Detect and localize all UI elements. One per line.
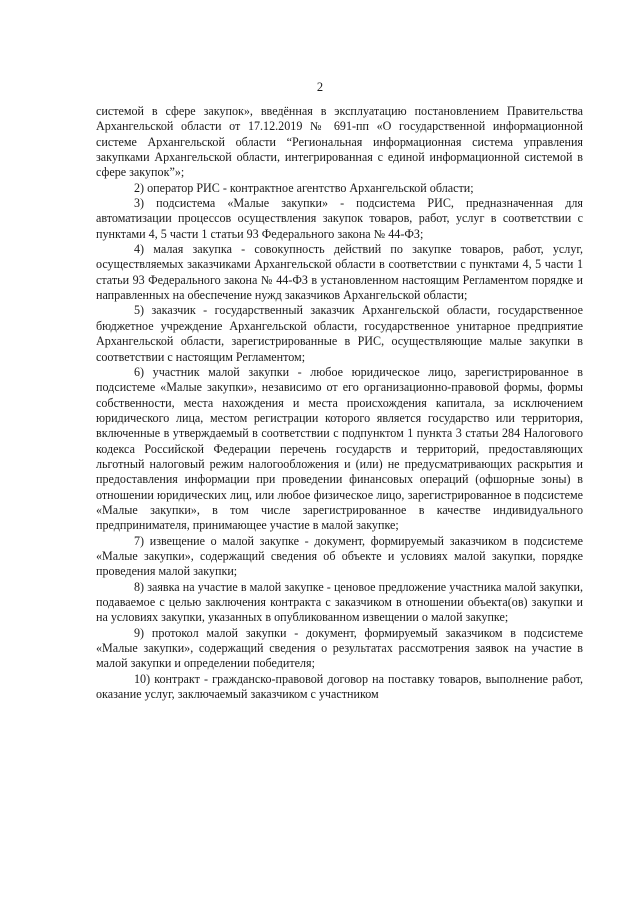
paragraph-item-3: 3) подсистема «Малые закупки» - подсистема РИС, предназначенная для автоматизации процессов осуществления закупок товаров, работ, услуг в соответствии с пунктами 4, 5 части 1 статьи 93 Федерального закона № 44-ФЗ; (96, 196, 583, 241)
paragraph-item-9: 9) протокол малой закупки - документ, формируемый заказчиком в подсистеме «Малые закупки», содержащий сведения о результатах рассмотрения заявок на участие в малой закупки и определении победителя; (96, 625, 583, 671)
paragraph-continuation: системой в сфере закупок», введённая в эксплуатацию постановлением Правительства Архангельской области от 17.12.2019 № 691-пп «О государственной информационной системе Архангельской области “Региональная информационная система управления закупками Архангельской области, интегрированная с единой информационной системой в сфере закупок”»; (96, 104, 583, 180)
paragraph-item-2: 2) оператор РИС - контрактное агентство Архангельской области; (134, 180, 474, 195)
paragraph-item-6: 6) участник малой закупки - любое юридическое лицо, зарегистрированное в подсистеме «Малые закупки», независимо от его организационно-правовой формы, формы собственности, места нахождения и места происхождения капитала, за исключением юридического лица, местом регистрации которого является государство или территория, включенные в утверждаемый в соответствии с подпунктом 1 пункта 3 статьи 284 Налогового кодекса Российской Федерации перечень государств и территорий, предоставляющих льготный налоговый режим налогообложения и (или) не предусматривающих раскрытия и предоставления информации при проведении финансовых операций (офшорные зоны) в отношении юридических лиц, или любое физическое лицо, зарегистрированное в подсистеме «Малые закупки», в том числе зарегистрированное в качестве индивидуального предпринимателя, принимающее участие в малой закупке; (96, 364, 583, 533)
paragraph-item-5: 5) заказчик - государственный заказчик Архангельской области, государственное бюджетное учреждение Архангельской области, государственное унитарное предприятие Архангельской области, зарегистрированные в РИС, осуществляющие малые закупки в соответствии с настоящим Регламентом; (96, 303, 583, 364)
paragraph-item-8: 8) заявка на участие в малой закупке - ценовое предложение участника малой закупки, подаваемое с целью заключения контракта с заказчиком в отношении объекта(ов) закупки и на условиях закупки, указанных в опубликованном извещении о малой закупке; (96, 579, 583, 625)
paragraph-item-7: 7) извещение о малой закупке - документ, формируемый заказчиком в подсистеме «Малые закупки», содержащий сведения об объекте и условиях малой закупки, порядке проведения малой закупки; (96, 533, 583, 579)
document-body (96, 104, 583, 702)
page-number: 2 (316, 80, 324, 94)
paragraph-item-4: 4) малая закупка - совокупность действий по закупке товаров, работ, услуг, осуществляемых заказчиками Архангельской области в соответствии с пунктами 4, 5 части 1 статьи 93 Федерального закона № 44-ФЗ в установленном настоящим Регламентом порядке и направленных на обеспечение нужд заказчиков Архангельской области; (96, 242, 583, 303)
paragraph-item-10: 10) контракт - гражданско-правовой договор на поставку товаров, выполнение работ, оказание услуг, заключаемый заказчиком с участником (96, 671, 583, 702)
